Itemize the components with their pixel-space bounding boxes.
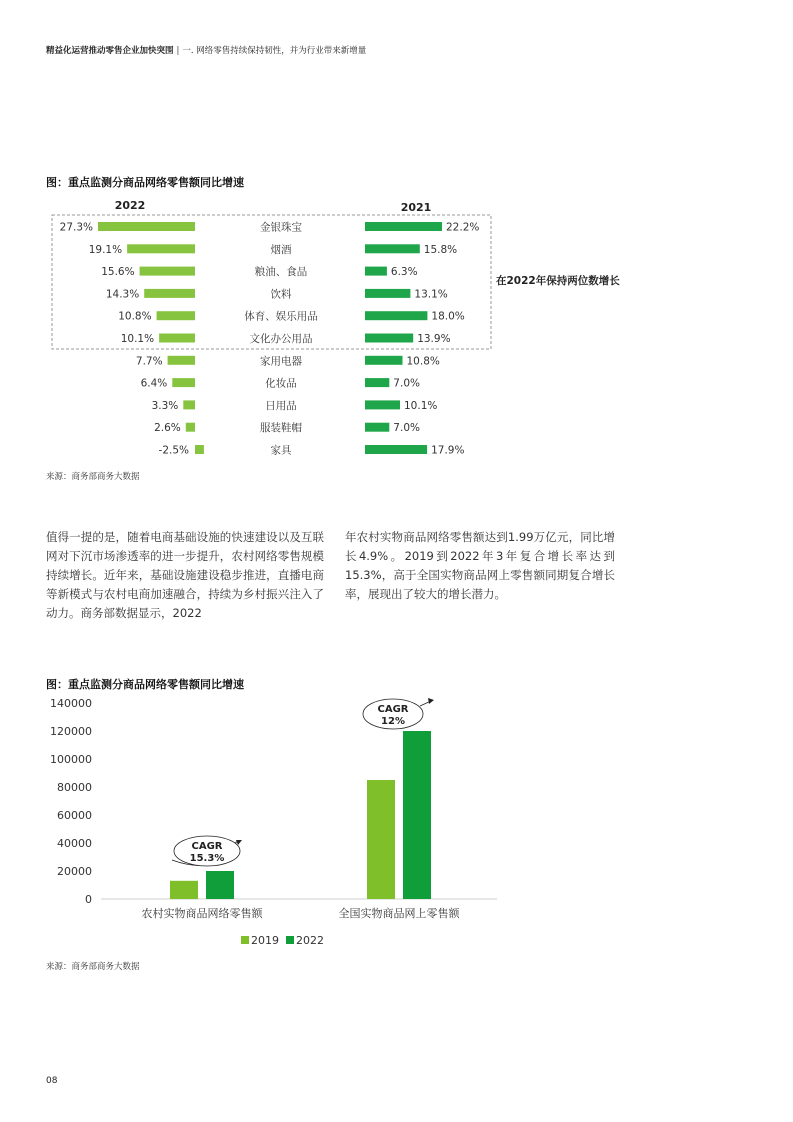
value-label-2022: 2.6%	[154, 422, 181, 435]
bar-2021	[365, 445, 427, 454]
legend-swatch-2022	[286, 936, 294, 944]
bar-2022	[403, 731, 431, 899]
cagr-label: CAGR	[191, 841, 223, 852]
value-label-2022: 19.1%	[88, 243, 123, 256]
cagr-arrow-head	[428, 698, 434, 704]
bar-2022	[127, 244, 195, 253]
growth-butterfly-chart	[0, 195, 793, 470]
bar-2021	[365, 289, 410, 298]
category-label: 服装鞋帽	[260, 422, 302, 435]
figure1-source: 来源：商务部商务大数据	[46, 472, 140, 482]
y-tick-label: 20000	[57, 865, 92, 878]
bar-2022	[168, 356, 195, 365]
category-label: 日用品	[265, 399, 297, 412]
bar-2022	[206, 871, 234, 899]
value-label-2021: 10.8%	[406, 355, 440, 368]
bar-2022	[186, 423, 195, 432]
value-label-2022: 15.6%	[101, 266, 135, 279]
cagr-value: 12%	[381, 716, 405, 727]
value-label-2022: 7.7%	[135, 355, 163, 368]
value-label-2021: 7.0%	[393, 422, 420, 435]
category-label: 体育、娱乐用品	[244, 310, 318, 323]
value-label-2021: 15.8%	[423, 243, 458, 256]
bar-2022	[140, 267, 195, 276]
bar-2022	[183, 400, 195, 409]
page-header	[46, 44, 366, 56]
bar-2021	[365, 334, 413, 343]
value-label-2022: 6.4%	[140, 377, 168, 390]
value-label-2021: 7.0%	[393, 377, 420, 390]
value-label-2021: 22.2%	[446, 221, 480, 234]
y-tick-label: 60000	[57, 809, 92, 822]
category-label: 家具	[270, 444, 292, 457]
category-label: 饮料	[270, 288, 292, 301]
paragraph-col1: 值得一提的是，随着电商基础设施的快速建设以及互联网对下沉市场渗透率的进一步提升，农村网络零售规模持续增长。近年来，基础设施建设稳步推进，直播电商等新模式与农村电商加速融合，持续为乡村振兴注入了动力。商务部数据显示，2022	[46, 530, 324, 620]
highlight-box	[52, 215, 491, 349]
figure2-title: 图：重点监测分商品网络零售额同比增速	[46, 678, 244, 691]
y-tick-label: 100000	[50, 753, 92, 766]
sales-bar-chart	[0, 690, 793, 955]
value-label-2022: 3.3%	[151, 399, 179, 412]
value-label-2021: 17.9%	[431, 444, 465, 457]
value-label-2021: 10.1%	[404, 399, 438, 412]
value-label-2022: 10.8%	[118, 310, 152, 323]
bar-2019	[367, 780, 395, 899]
category-label: 家用电器	[260, 355, 302, 368]
value-label-2022: 14.3%	[105, 288, 140, 301]
series-2022-title: 2022	[114, 199, 146, 212]
paragraph-col2: 年农村实物商品网络零售额达到1.99万亿元，同比增长4.9%。2019到2022年3年复合增长率达到15.3%，高于全国实物商品网上零售额同期复合增长率，展现出了较大的增长潜力。	[345, 530, 615, 601]
value-label-2022: -2.5%	[158, 444, 189, 457]
category-label: 化妆品	[265, 377, 297, 390]
bar-2022	[195, 445, 204, 454]
highlight-annotation: 在2022年保持两位数增长	[496, 275, 620, 287]
value-label-2021: 6.3%	[390, 266, 418, 279]
bar-2022	[157, 311, 195, 320]
header-divider: |	[176, 46, 180, 56]
y-tick-label: 120000	[50, 725, 92, 738]
bar-2021	[365, 267, 387, 276]
value-label-2021: 13.1%	[414, 288, 448, 301]
x-category-label: 全国实物商品网上零售额	[338, 907, 460, 920]
y-tick-label: 40000	[57, 837, 92, 850]
cagr-callout-national	[363, 698, 434, 729]
y-tick-label: 80000	[57, 781, 92, 794]
figure2-source: 来源：商务部商务大数据	[46, 962, 140, 972]
chart-legend	[241, 934, 324, 947]
cagr-value: 15.3%	[189, 853, 225, 864]
cagr-callout-rural	[172, 836, 242, 866]
value-label-2021: 18.0%	[431, 310, 465, 323]
category-label: 粮油、食品	[254, 266, 308, 279]
category-label: 烟酒	[270, 243, 292, 256]
legend-label-2022: 2022	[296, 934, 324, 947]
bar-2019	[170, 881, 198, 899]
bar-2021	[365, 423, 389, 432]
legend-label-2019: 2019	[251, 934, 279, 947]
report-title: 精益化运营推动零售企业加快突围	[46, 46, 174, 56]
category-label: 金银珠宝	[260, 221, 302, 234]
bar-2022	[159, 334, 195, 343]
bar-2021	[365, 244, 420, 253]
x-category-label: 农村实物商品网络零售额	[141, 907, 263, 920]
value-label-2021: 13.9%	[417, 333, 451, 345]
value-label-2022: 27.3%	[59, 221, 93, 234]
y-tick-label: 140000	[50, 697, 92, 710]
bar-2021	[365, 222, 442, 231]
bar-2021	[365, 311, 427, 320]
bar-2022	[98, 222, 195, 231]
legend-swatch-2019	[241, 936, 249, 944]
y-tick-label: 0	[85, 893, 92, 906]
bar-2021	[365, 356, 403, 365]
cagr-label: CAGR	[377, 704, 409, 715]
value-label-2022: 10.1%	[120, 333, 155, 345]
category-label: 文化办公用品	[249, 333, 313, 345]
section-title: 一. 网络零售持续保持韧性，并为行业带来新增量	[182, 46, 367, 56]
page-number: 08	[46, 1076, 58, 1086]
bar-2021	[365, 378, 389, 387]
bar-2021	[365, 400, 400, 409]
bar-2022	[144, 289, 195, 298]
series-2021-title: 2021	[400, 201, 432, 214]
bar-2022	[172, 378, 195, 387]
figure1-title: 图：重点监测分商品网络零售额同比增速	[46, 176, 244, 189]
